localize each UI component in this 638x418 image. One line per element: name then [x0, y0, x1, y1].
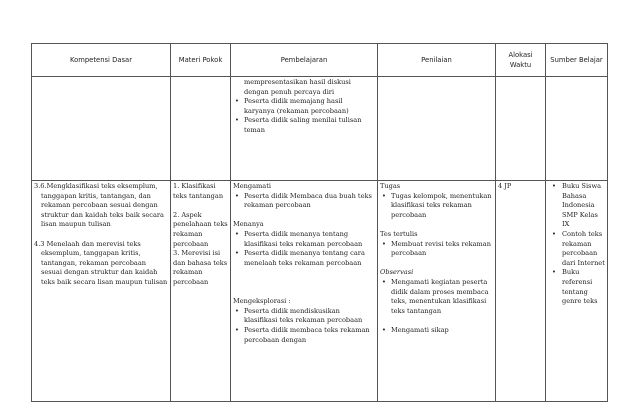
list-item: • Membuat revisi teks rekaman percobaan	[391, 240, 493, 259]
row1-pembelajaran-list	[233, 97, 375, 135]
header-alokasi-waktu: Alokasi Waktu	[496, 44, 546, 77]
materi-item: 2. Aspek penelahaan teks rekaman percobaan	[173, 210, 228, 248]
header-row	[32, 44, 608, 77]
heading-mengeksplorasi: Mengeksplorasi :	[233, 297, 291, 306]
row1-sumber-cell	[546, 77, 608, 181]
list-item: • Mengamati sikap	[391, 326, 493, 336]
sumber-list	[548, 182, 605, 307]
header-pembelajaran: Pembelajaran	[231, 44, 378, 77]
tugas-list	[380, 192, 493, 221]
row2-penilaian-cell	[378, 181, 496, 402]
list-item: • Peserta didik menanya tentang klasifikasi teks rekaman percobaan	[244, 230, 375, 249]
list-item: • Peserta didik memajang hasil karyanya (rekaman percobaan)	[244, 97, 375, 116]
row2-alokasi-cell: 4 JP	[496, 181, 546, 402]
heading-tes-tertulis: Tes tertulis	[380, 229, 418, 238]
table-row-main	[32, 181, 608, 402]
list-item: • Peserta didik mendiskusikan klasifikasi teks rekaman percobaan	[244, 307, 375, 326]
row2-pembelajaran-cell	[231, 181, 378, 402]
list-item: • Buku Siswa Bahasa Indonesia SMP Kelas IX	[562, 182, 605, 230]
mengamati-list	[233, 192, 375, 211]
sikap-list	[380, 326, 493, 336]
list-item: • Buku referensi tentang genre teks	[562, 268, 605, 306]
row1-materi-cell	[171, 77, 231, 181]
list-item: • Contoh teks rekaman percobaan dari Internet	[562, 230, 605, 268]
observasi-list	[380, 278, 493, 316]
list-item: • Peserta didik membaca teks rekaman percobaan dengan	[244, 326, 375, 345]
row1-alokasi-cell	[496, 77, 546, 181]
list-item: • Peserta didik saling menilai tulisan teman	[244, 116, 375, 135]
header-sumber-belajar: Sumber Belajar	[546, 44, 608, 77]
list-item: • Mengamati kegiatan peserta didik dalam proses membaca teks, menentukan klasifikasi teks tantangan	[391, 278, 493, 316]
kd-3-6: 3.6.Mengklasifikasi teks eksemplum, tanggapan kritis, tantangan, dan rekaman percobaan sesuai dengan struktur dan kaidah teks baik secara lisan maupun tulisan	[34, 182, 164, 229]
list-item: • Tugas kelompok, menentukan klasifikasi teks rekaman percobaan	[391, 192, 493, 221]
heading-tugas: Tugas	[380, 182, 401, 190]
row2-sumber-cell	[546, 181, 608, 402]
syllabus-table	[31, 43, 608, 402]
header-kompetensi-dasar: Kompetensi Dasar	[32, 44, 171, 77]
row2-materi-cell	[171, 181, 231, 402]
list-item: • Peserta didik menanya tentang cara menelaah teks rekaman percobaan	[244, 249, 375, 268]
header-penilaian: Penilaian	[378, 44, 496, 77]
row1-penilaian-cell	[378, 77, 496, 181]
list-item: • Peserta didik Membaca dua buah teks rekaman percobaan	[244, 192, 375, 211]
pembelajaran-continuation: mempresentasikan hasil diskusi dengan penuh percaya diri	[244, 78, 351, 96]
heading-menanya: Menanya	[233, 220, 264, 229]
kd-4-3: 4.3 Menelaah dan merevisi teks eksemplum, tanggapan kritis, tantangan, rekaman percobaan sesuai dengan struktur dan kaidah teks baik secara lisan maupun tulisan	[34, 239, 168, 286]
row1-kd-cell	[32, 77, 171, 181]
heading-mengamati: Mengamati	[233, 182, 271, 190]
mengeksplorasi-list	[233, 307, 375, 345]
row1-pembelajaran-cell	[231, 77, 378, 181]
tes-list	[380, 240, 493, 259]
table-row-continued	[32, 77, 608, 181]
row2-kd-cell	[32, 181, 171, 402]
header-materi-pokok: Materi Pokok	[171, 44, 231, 77]
materi-item: 1. Klasifikasi teks tantangan	[173, 182, 224, 200]
heading-observasi: Observasi	[380, 268, 414, 277]
materi-item: 3. Merevisi isi dan bahasa teks rekaman percobaan	[173, 249, 228, 286]
menanya-list	[233, 230, 375, 268]
